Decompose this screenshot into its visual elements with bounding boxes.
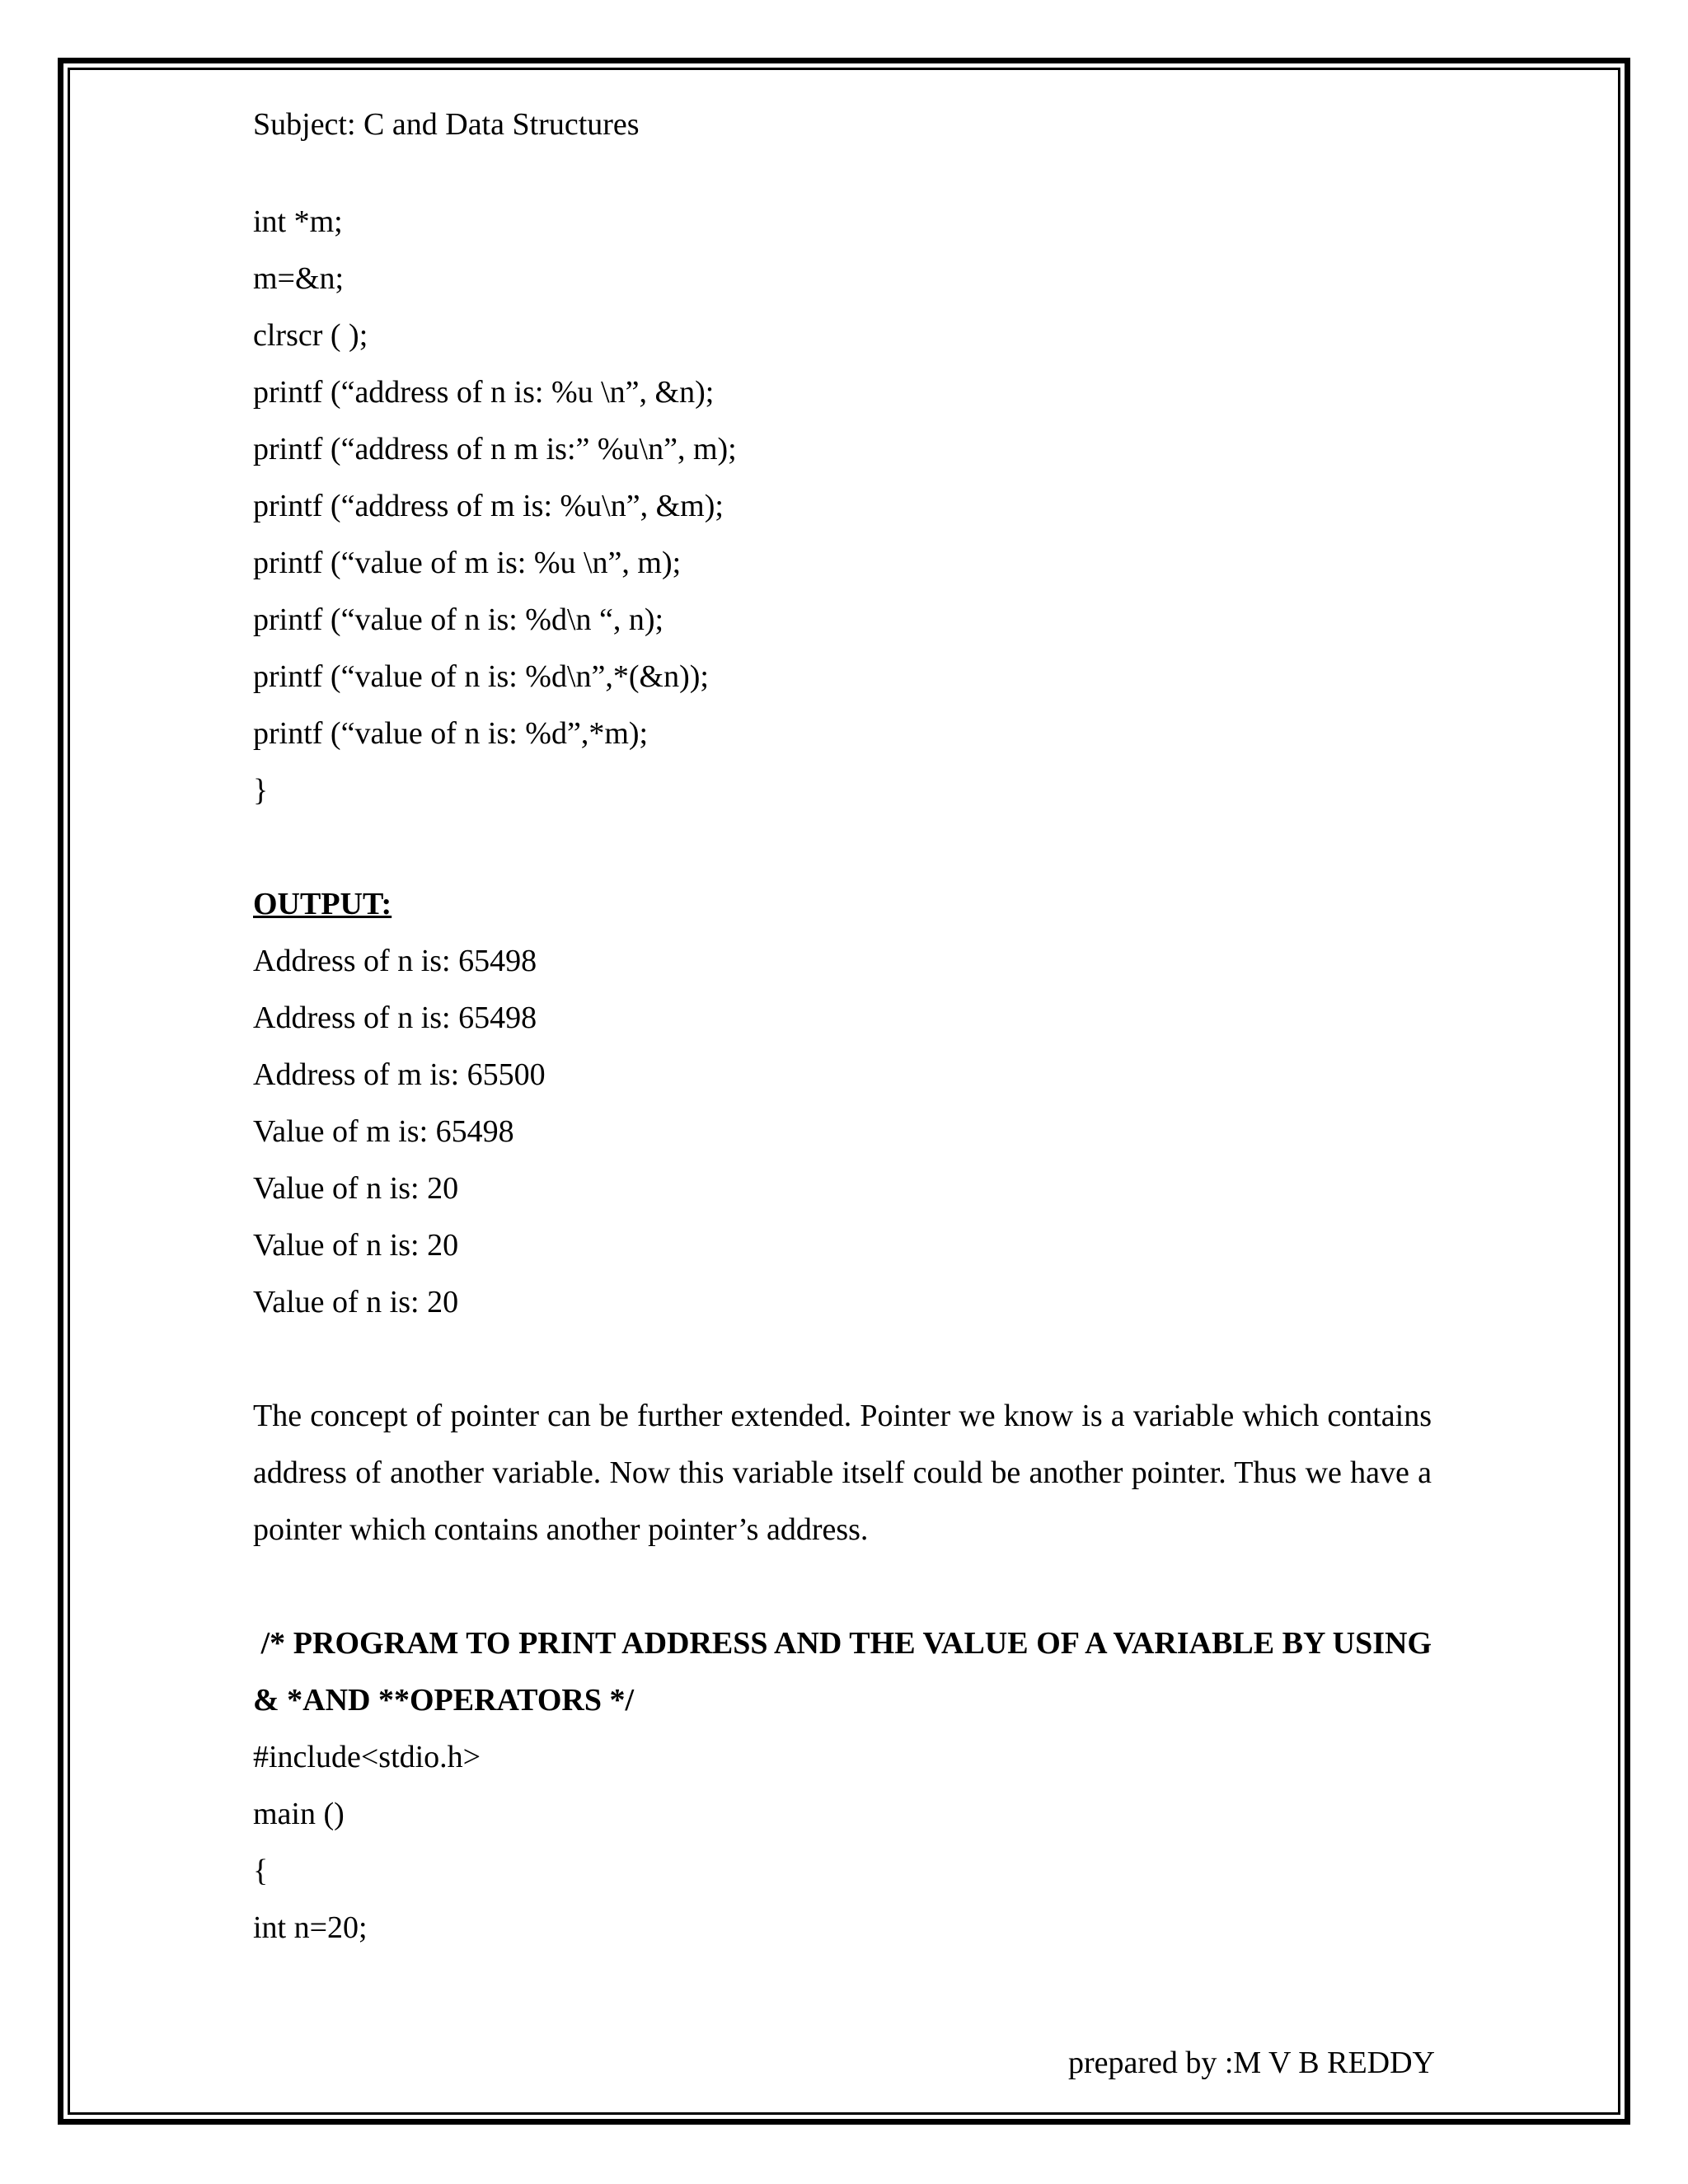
output-line: Address of n is: 65498 — [253, 944, 537, 978]
spacer — [253, 819, 1432, 876]
code-line: printf (“address of n is: %u \n”, &n); — [253, 375, 715, 410]
output-line: Address of n is: 65498 — [253, 1001, 537, 1035]
code-line: } — [253, 773, 269, 808]
code-line: { — [253, 1854, 269, 1888]
output-heading: OUTPUT: — [253, 887, 392, 921]
code-block-program — [253, 1729, 1432, 1957]
code-block-top — [253, 194, 1432, 819]
output-section — [253, 876, 1432, 1331]
program-title: /* PROGRAM TO PRINT ADDRESS AND THE VALUE OF A VARIABLE BY USING & *AND **OPERATORS */ — [253, 1626, 1440, 1718]
spacer — [253, 1331, 1432, 1388]
code-line: printf (“value of n is: %d”,*m); — [253, 716, 649, 751]
code-line: printf (“value of n is: %d\n “, n); — [253, 602, 664, 637]
code-line: printf (“value of m is: %u \n”, m); — [253, 546, 682, 580]
output-line: Value of n is: 20 — [253, 1171, 459, 1206]
code-line: int n=20; — [253, 1910, 368, 1945]
spacer — [253, 1558, 1432, 1615]
output-line: Address of m is: 65500 — [253, 1057, 546, 1092]
output-line: Value of n is: 20 — [253, 1228, 459, 1263]
code-line: printf (“value of n is: %d\n”,*(&n)); — [253, 659, 709, 694]
code-line: printf (“address of m is: %u\n”, &m); — [253, 489, 724, 523]
output-line: Value of n is: 20 — [253, 1285, 459, 1319]
code-line: printf (“address of n m is:” %u\n”, m); — [253, 432, 737, 466]
document-body — [253, 194, 1440, 1957]
code-line: main () — [253, 1797, 345, 1831]
code-line: m=&n; — [253, 261, 345, 296]
prepared-by-footer: prepared by :M V B REDDY — [1067, 2046, 1435, 2080]
subject-header: Subject: C and Data Structures — [253, 107, 640, 142]
code-line: #include<stdio.h> — [253, 1740, 481, 1774]
explanation-paragraph: The concept of pointer can be further extended. Pointer we know is a variable which contains address of another variable. Now this variable itself could be another pointer. Thus we have a pointer which contains another pointer’s address. — [253, 1399, 1432, 1547]
code-line: clrscr ( ); — [253, 318, 368, 353]
output-line: Value of m is: 65498 — [253, 1114, 514, 1149]
code-line: int *m; — [253, 204, 343, 239]
